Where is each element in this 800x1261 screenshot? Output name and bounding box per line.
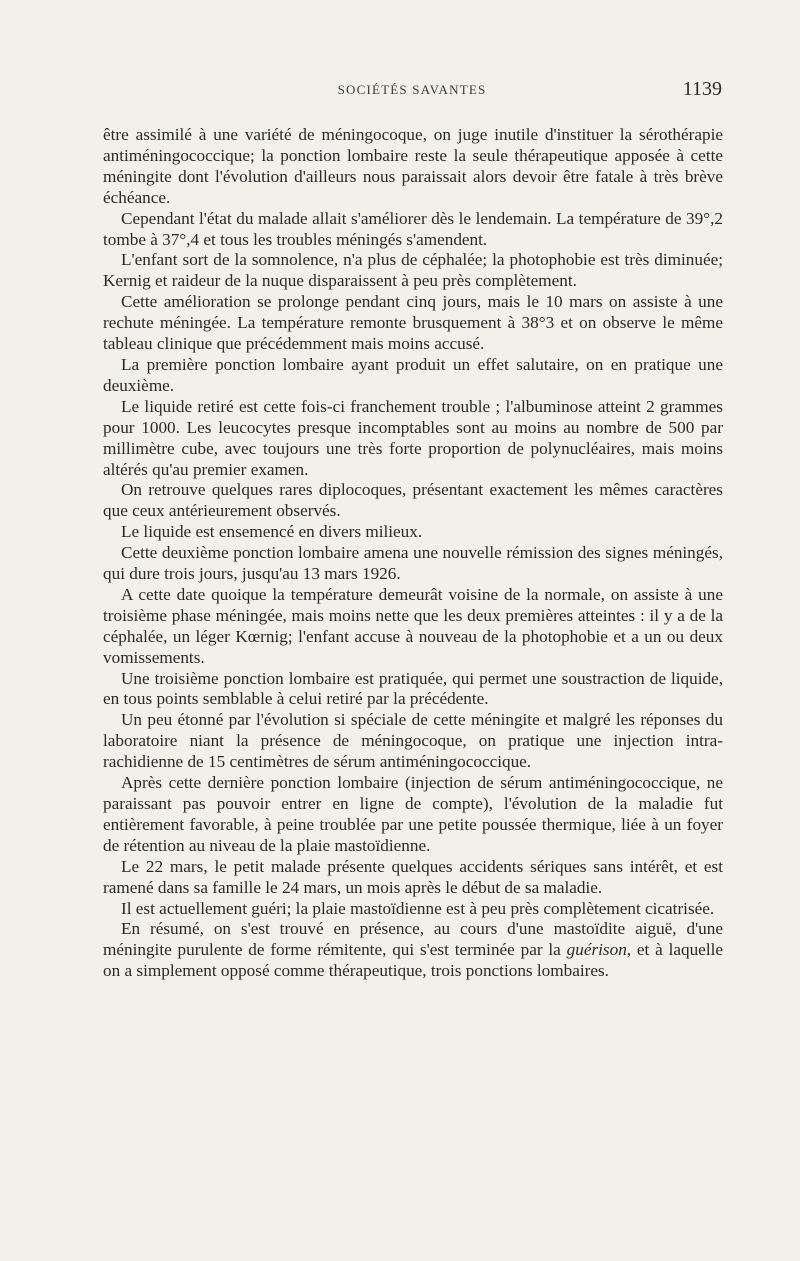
final-paragraph-start: En résumé, on s'est trouvé en présence, au cours d'une mastoïdite aiguë, d'une méningite purulente de forme rémitente, qui s'est terminée par la (103, 919, 723, 960)
paragraph: L'enfant sort de la somnolence, n'a plus de céphalée; la photophobie est très diminuée; Kernig et raideur de la nuque disparaissent à peu près complètement. (103, 250, 723, 291)
emphasized-word: guérison (566, 940, 627, 960)
paragraph: A cette date quoique la température demeurât voisine de la normale, on assiste à une troisième phase méningée, mais moins nette que les deux premières atteintes : il y a de la céphalée, un léger Kœrnig; l'enfant accuse à nouveau de la photophobie et a un ou deux vomissements. (103, 584, 723, 667)
paragraph: Cependant l'état du malade allait s'améliorer dès le lendemain. La température de 39°,2 tombe à 37°,4 et tous les troubles méningés s'amendent. (103, 208, 723, 249)
page-number: 1139 (682, 78, 722, 100)
paragraph: Une troisième ponction lombaire est pratiquée, qui permet une soustraction de liquide, en tous points semblable à celui retiré par la précédente. (103, 668, 723, 709)
paragraph: Cette amélioration se prolonge pendant cinq jours, mais le 10 mars on assiste à une rechute méningée. La température remonte brusquement à 38°3 et on observe le même tableau clinique que précédemment mais moins accusé. (103, 292, 723, 354)
paragraph: Cette deuxième ponction lombaire amena une nouvelle rémission des signes méningés, qui dure trois jours, jusqu'au 13 mars 1926. (103, 543, 723, 584)
text-body (103, 125, 723, 982)
paragraph: Le 22 mars, le petit malade présente quelques accidents sériques sans intérêt, et est ramené dans sa famille le 24 mars, un mois après le début de sa maladie. (103, 856, 723, 897)
paragraph: être assimilé à une variété de méningocoque, on juge inutile d'instituer la sérothérapie antiméningococcique; la ponction lombaire reste la seule thérapeutique apposée à cette méningite dont l'évolution d'ailleurs nous paraissait alors devoir être fatale à très brève échéance. (103, 125, 723, 207)
paragraph: Il est actuellement guéri; la plaie mastoïdienne est à peu près complètement cicatrisée. (121, 898, 715, 918)
final-paragraph (103, 919, 723, 982)
paragraph: On retrouve quelques rares diplocoques, présentant exactement les mêmes caractères que ceux antérieurement observés. (103, 480, 723, 521)
paragraph: La première ponction lombaire ayant produit un effet salutaire, on en pratique une deuxième. (103, 354, 723, 395)
paragraph: Un peu étonné par l'évolution si spéciale de cette méningite et malgré les réponses du laboratoire niant la présence de méningocoque, on pratique une injection intra-rachidienne de 15 centimètres de sérum antiméningococcique. (103, 710, 723, 772)
final-paragraph-end: , et à laquelle on a simplement opposé comme thérapeutique, trois ponctions lombaires. (103, 940, 723, 981)
paragraph: Le liquide retiré est cette fois-ci franchement trouble ; l'albuminose atteint 2 grammes pour 1000. Les leucocytes presque incomptables sont au moins au nombre de 500 par millimètre cube, avec toujours une très forte proportion de polynucléaires, mais moins altérés qu'au premier examen. (103, 396, 723, 479)
paragraph: Le liquide est ensemencé en divers milieux. (121, 522, 423, 542)
paragraph: Après cette dernière ponction lombaire (injection de sérum antiméningococcique, ne paraissant pas pouvoir entrer en ligne de compte), l'évolution de la maladie fut entièrement favorable, à peine troublée par une petite poussée thermique, liée à un foyer de rétention au niveau de la plaie mastoïdienne. (103, 773, 723, 855)
running-header (102, 80, 722, 104)
running-title: SOCIÉTÉS SAVANTES (337, 82, 487, 97)
